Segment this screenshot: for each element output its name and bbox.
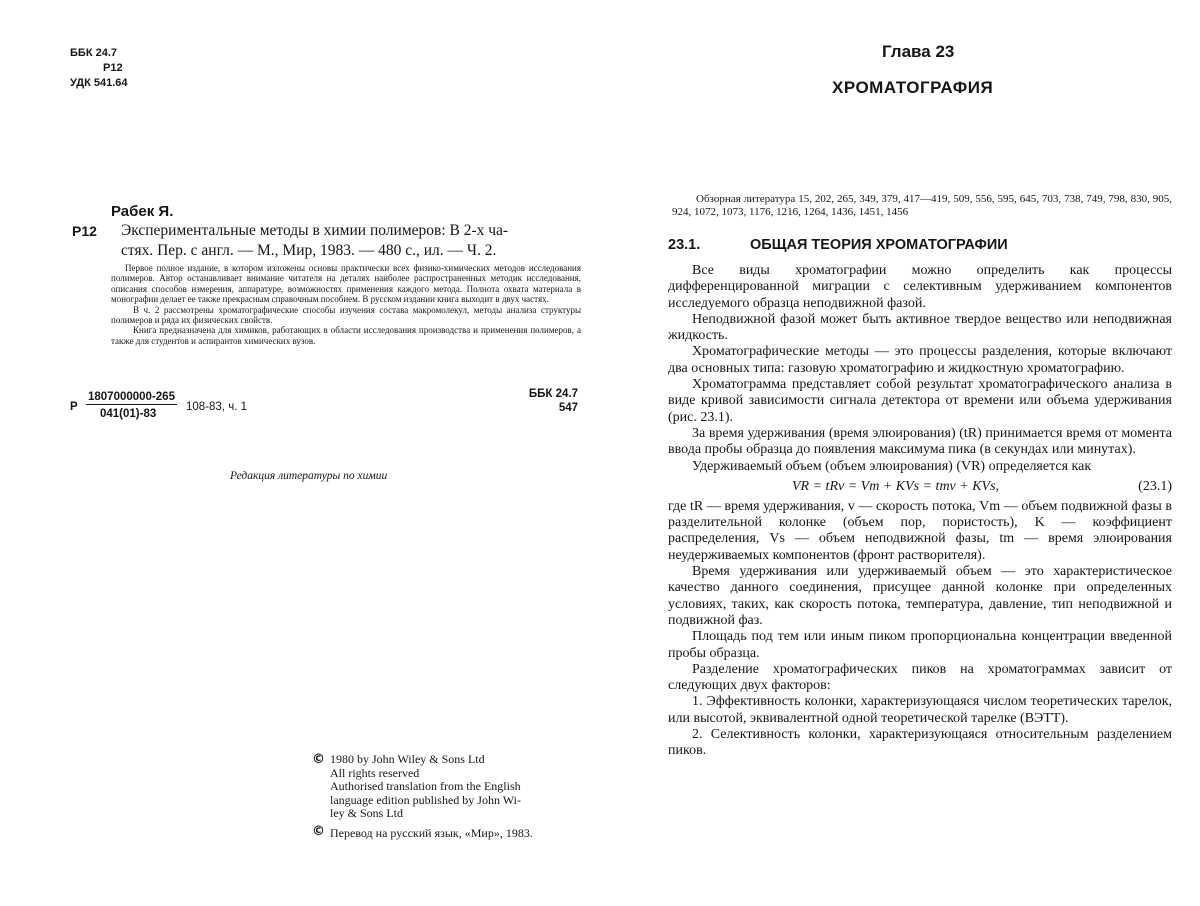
bbk-classification <box>500 387 578 415</box>
section-heading <box>668 237 1008 253</box>
catalog-codes <box>70 46 128 91</box>
annotation-paragraph: Первое полное издание, в котором изложены основы практически всех физико-химических методов исследования полимеров. Автор останавливает внимание читателя на деталях наиболее распространенных методик исследования, описания способов измерения, аппаратуре, возможностях применения каждого метода. Полнота охвата материала в монографии делает ее также прекрасным справочным пособием. В русском издании книга выходит в двух частях. <box>111 263 581 305</box>
chapter-page <box>600 0 1200 906</box>
chapter-number: Глава 23 <box>882 42 955 61</box>
annotation-paragraph: В ч. 2 рассмотрены хроматографические способы изучения состава макромолекул, методы анализа структуры полимеров и ряда их физических свойств. <box>111 304 581 326</box>
body-paragraph: Удерживаемый объем (объем элюирования) (VR) определяется как <box>692 458 1092 474</box>
index-code: Р12 <box>72 223 97 239</box>
copyright-line: 1980 by John Wiley & Sons Ltd <box>330 752 485 766</box>
equation-23-1 <box>668 476 1172 498</box>
classification-code: 108-83, ч. 1 <box>186 401 247 413</box>
author-name: Рабек Я. <box>111 203 174 220</box>
bbk-line: ББК 24.7 <box>528 388 578 400</box>
copyright-line: ley & Sons Ltd <box>330 806 404 820</box>
annotation <box>111 263 581 346</box>
body-paragraph: Все виды хроматографии можно определить как процессы дифференцированной миграции с селективным удерживанием компонентов исследуемого образца неподвижной фазой. <box>668 263 1172 311</box>
r12-code: Р12 <box>103 62 123 74</box>
body-paragraph: 1. Эффективность колонки, характеризующаяся числом теоретических тарелок, или высотой, эквивалентной одной теоретической тарелке (ВЭТТ). <box>668 694 1172 726</box>
body-paragraph: где tR — время удерживания, v — скорость потока, Vm — объем подвижной фазы в разделительной колонке (объем пор, пористость), K — коэффициент распределения, Vs — объем неподвижной фазы, tm — время элюирования неудерживаемых компонентов (фронт растворителя). <box>668 498 1172 563</box>
copyright-block <box>312 753 592 821</box>
copyright-icon: © <box>312 824 325 839</box>
section-title: ОБЩАЯ ТЕОРИЯ ХРОМАТОГРАФИИ <box>750 237 1008 253</box>
annotation-paragraph: Книга предназначена для химиков, работающих в области исследования производства и применения полимеров, а также для студентов и аспирантов химических вузов. <box>111 325 581 346</box>
bbk-code: ББК 24.7 <box>70 47 117 59</box>
section-number: 23.1. <box>668 237 701 253</box>
udk-code: УДК 541.64 <box>70 77 128 89</box>
chapter-title: ХРОМАТОГРАФИЯ <box>832 78 994 97</box>
book-title-line-2: стях. Пер. с англ. — М., Мир, 1983. — 480 с., ил. — Ч. 2. <box>121 242 497 259</box>
body-paragraph: Хроматографические методы — это процессы разделения, которые включают два основных типа: газовую хроматографию и жидкостную хроматографию. <box>668 344 1172 376</box>
classification-numerator: 1807000000-265 <box>88 391 175 403</box>
copyright-line: Authorised translation from the English <box>330 779 521 793</box>
translation-copyright <box>312 826 602 840</box>
body-paragraph: За время удерживания (время элюирования) (tR) принимается время от момента ввода пробы образца до появления максимума пика (в секундах или минутах). <box>668 425 1172 458</box>
copyright-line: language edition published by John Wi- <box>330 792 521 807</box>
translation-notice: Перевод на русский язык, «Мир», 1983. <box>330 826 533 840</box>
body-paragraph: 2. Селективность колонки, характеризующаяся относительным разделением пиков. <box>668 727 1172 759</box>
body-paragraph: Хроматограмма представляет собой результат хроматографического анализа в виде кривой зависимости сигнала детектора от времени или объема удерживания (рис. 23.1). <box>668 377 1172 425</box>
bbk-line: 547 <box>558 402 578 414</box>
body-paragraph: Площадь под тем или иным пиком пропорциональна концентрации введенной пробы образца. <box>668 629 1172 661</box>
classification-letter: Р <box>70 401 78 413</box>
equation-formula: VR = tRv = Vm + KVs = tmv + KVs, <box>792 478 1000 494</box>
book-title-line-1: Экспериментальные методы в химии полимеров: В 2-х ча- <box>121 222 509 239</box>
body-paragraph: Неподвижной фазой может быть активное твердое вещество или неподвижная жидкость. <box>668 311 1172 344</box>
review-literature-text: Обзорная литература 15, 202, 265, 349, 379, 417—419, 509, 556, 595, 645, 703, 738, 749, 798, 830, 905, 924, 1072, 1073, 1176, 1216, 1264, 1436, 1451, 1456 <box>672 193 1172 218</box>
body-paragraph: Разделение хроматографических пиков на хроматограммах зависит от следующих двух факторов: <box>668 661 1172 694</box>
copyright-icon: © <box>312 752 325 767</box>
copyright-line: All rights reserved <box>330 765 420 780</box>
editorial-office: Редакция литературы по химии <box>230 470 388 482</box>
body-paragraph: Время удерживания или удерживаемый объем — это характеристическое качество данного соединения, присущее данной колонке при определенных условиях, таких, как скорость потока, температура, давление, тип неподвижной и подвижной фаз. <box>668 564 1172 628</box>
equation-number: (23.1) <box>1138 478 1172 494</box>
classification-denominator: 041(01)-83 <box>100 408 157 420</box>
section-body <box>668 263 1172 760</box>
review-literature <box>672 193 1172 219</box>
